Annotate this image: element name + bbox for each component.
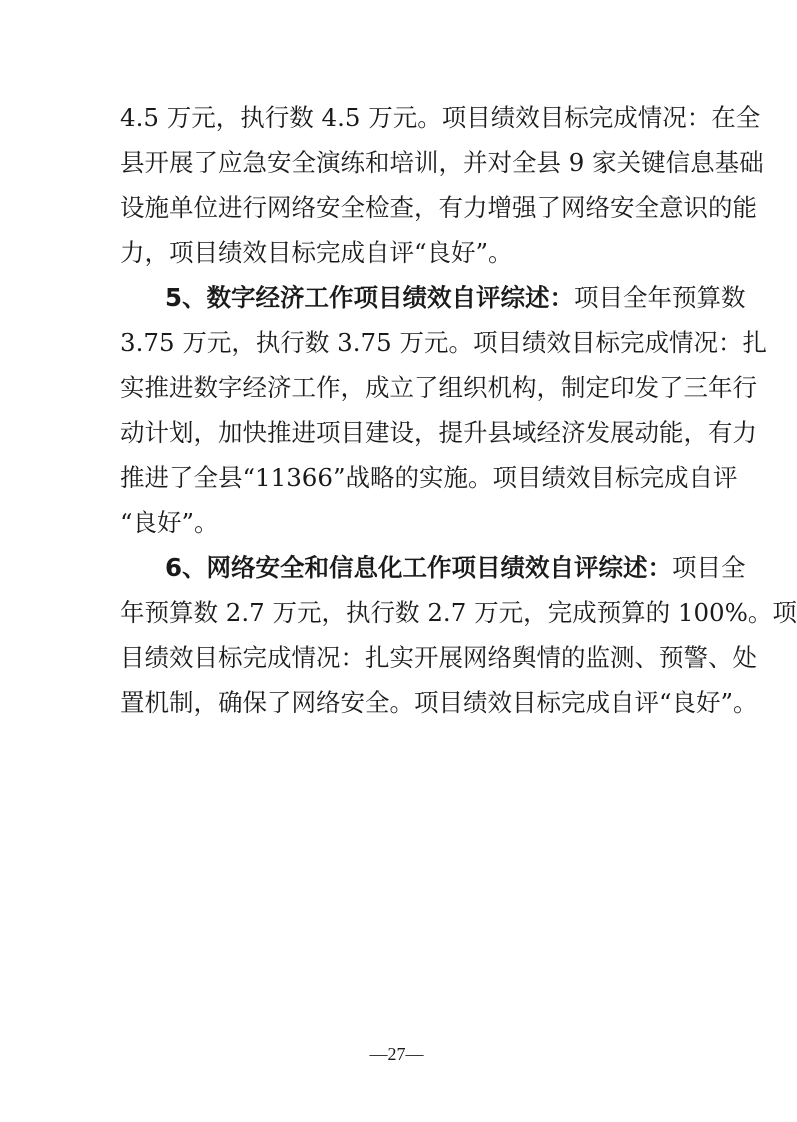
page-number: —27—: [369, 1044, 424, 1064]
section-5-first-line-text: 项目全年预算数: [574, 283, 746, 312]
paragraph-line: 县开展了应急安全演练和培训，并对全县 9 家关键信息基础: [120, 148, 764, 177]
section-6-heading: 6、网络安全和信息化工作项目绩效自评综述：: [165, 553, 673, 582]
paragraph-line: 设施单位进行网络安全检查，有力增强了网络安全意识的能: [120, 193, 757, 222]
section-6-line: 目绩效目标完成情况：扎实开展网络舆情的监测、预警、处: [120, 643, 757, 672]
section-5-line: 3.75 万元，执行数 3.75 万元。项目绩效目标完成情况：扎: [120, 328, 767, 357]
section-5-line: 动计划，加快推进项目建设，提升县域经济发展动能，有力: [120, 418, 757, 447]
section-6-first-line-text: 项目全: [672, 553, 746, 582]
section-6-line: 年预算数 2.7 万元，执行数 2.7 万元，完成预算的 100%。项: [120, 598, 797, 627]
section-5-line: “良好”。: [120, 508, 219, 537]
paragraph-line: 4.5 万元，执行数 4.5 万元。项目绩效目标完成情况：在全: [120, 103, 761, 132]
section-6-line: 置机制，确保了网络安全。项目绩效目标完成自评“良好”。: [120, 688, 758, 717]
section-5-line: 推进了全县“11366”战略的实施。项目绩效目标完成自评: [120, 463, 738, 492]
paragraph-line: 力，项目绩效目标完成自评“良好”。: [120, 238, 513, 267]
section-5-first-line: [165, 278, 746, 318]
section-6-first-line: [165, 548, 746, 588]
section-5-heading: 5、数字经济工作项目绩效自评综述：: [165, 283, 575, 312]
section-5-line: 实推进数字经济工作，成立了组织机构，制定印发了三年行: [120, 373, 757, 402]
